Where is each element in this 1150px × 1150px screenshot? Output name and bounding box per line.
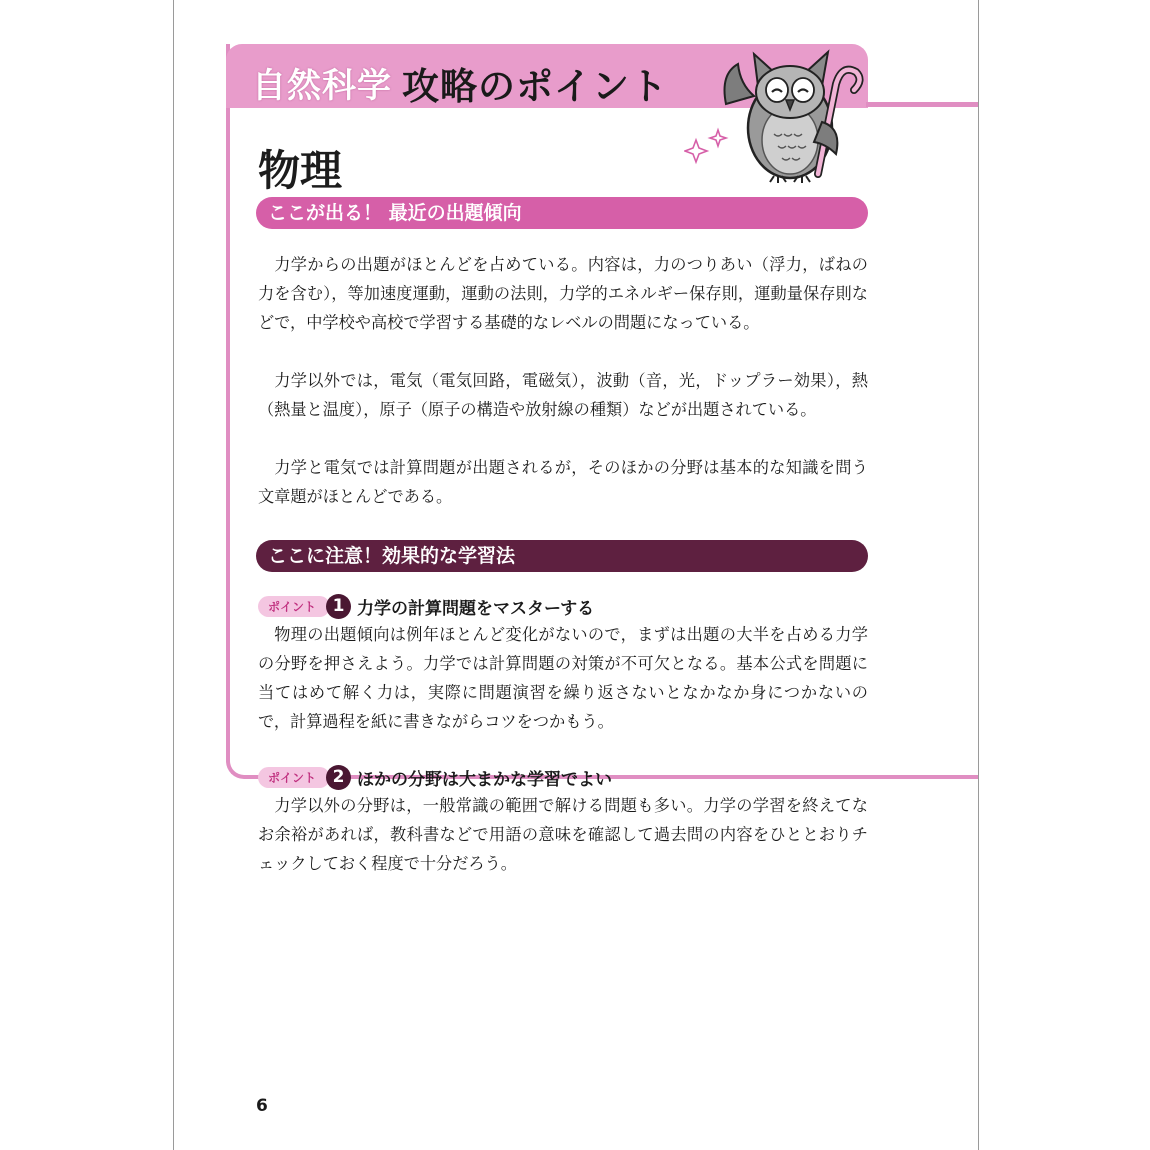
point-title: 力学の計算問題をマスターする	[357, 598, 595, 619]
paragraph: 力学と電気では計算問題が出題されるが，そのほかの分野は基本的な知識を問う文章題がほとんどである。	[258, 458, 868, 506]
point-heading-1	[258, 591, 594, 621]
header-category: 自然科学	[252, 66, 392, 106]
subject-title: 物理	[258, 146, 343, 195]
point-label: ポイント	[258, 767, 330, 788]
point-number: 1	[326, 594, 351, 619]
point-title: ほかの分野は大まかな学習でよい	[357, 769, 613, 790]
page-number: 6	[256, 1096, 268, 1116]
header-title: 攻略のポイント	[402, 65, 668, 108]
paragraph: 力学からの出題がほとんどを占めている。内容は，力のつりあい（浮力，ばねの力を含む），等加速度運動，運動の法則，力学的エネルギー保存則，運動量保存則などで，中学校や高校で学習する基礎的なレベルの問題になっている。	[258, 255, 868, 332]
paragraph: 力学以外では，電気（電気回路，電磁気），波動（音，光，ドップラー効果），熱（熱量と温度），原子（原子の構造や放射線の種類）などが出題されている。	[258, 371, 868, 419]
point-number: 2	[326, 765, 351, 790]
point-heading-2	[258, 762, 612, 792]
header-rule	[866, 102, 978, 107]
point-body: 力学以外の分野は，一般常識の範囲で解ける問題も多い。力学の学習を終えてなお余裕があれば，教科書などで用語の意味を確認して過去問の内容をひととおりチェックしておく程度で十分だろう。	[258, 796, 868, 873]
section-heading-trends: ここが出る！ 最近の出題傾向	[256, 197, 868, 229]
sparkle-icon	[684, 126, 734, 166]
point-label: ポイント	[258, 596, 330, 617]
point-body: 物理の出題傾向は例年ほとんど変化がないので，まずは出題の大半を占める力学の分野を押さえよう。力学では計算問題の対策が不可欠となる。基本公式を問題に当てはめて解く力は，実際に問題演習を繰り返さないとなかなか身につかないので，計算過程を紙に書きながらコツをつかもう。	[258, 625, 868, 731]
owl-mascot-icon	[718, 44, 868, 184]
section-heading-study: ここに注意！効果的な学習法	[256, 540, 868, 572]
